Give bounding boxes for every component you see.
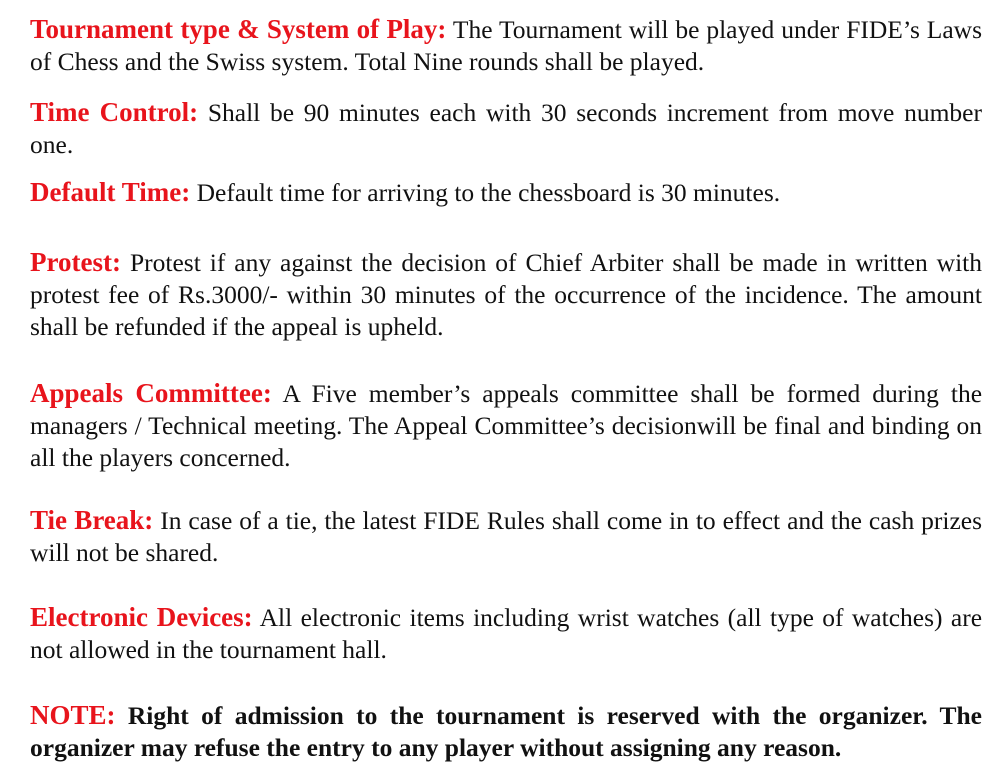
section-default-time xyxy=(30,176,982,209)
section-body: Right of admission to the tournament is reserved with the organizer. The organizer may refuse the entry to any player without assigning any reason. xyxy=(30,701,982,762)
section-appeals-committee xyxy=(30,377,982,474)
section-time-control xyxy=(30,96,982,161)
section-body: In case of a tie, the latest FIDE Rules shall come in to effect and the cash prizes will not be shared. xyxy=(30,506,983,567)
section-protest xyxy=(30,246,982,343)
section-body: Protest if any against the decision of Chief Arbiter shall be made in written with protest fee of Rs.3000/- within 30 minutes of the occurrence of the incidence. The amount shall be refunded if the appeal is upheld. xyxy=(30,248,982,341)
section-tournament-type xyxy=(30,13,982,78)
section-body: The Tournament will be played under FIDE’s Laws of Chess and the Swiss system. Total Nine rounds shall be played. xyxy=(30,15,983,76)
section-heading: Time Control: xyxy=(30,97,199,127)
section-heading: Electronic Devices: xyxy=(30,602,253,632)
section-heading: Protest: xyxy=(30,247,121,277)
section-note xyxy=(30,699,982,764)
section-body: All electronic items including wrist watches (all type of watches) are not allowed in the tournament hall. xyxy=(30,603,983,664)
section-tie-break xyxy=(30,504,982,569)
section-body: Default time for arriving to the chessboard is 30 minutes. xyxy=(196,178,781,207)
section-heading: Default Time: xyxy=(30,177,191,207)
section-heading: Tie Break: xyxy=(30,505,154,535)
section-heading: NOTE: xyxy=(30,700,116,730)
section-electronic-devices xyxy=(30,601,982,666)
section-heading: Appeals Committee: xyxy=(30,378,272,408)
section-heading: Tournament type & System of Play: xyxy=(30,14,447,44)
section-body: A Five member’s appeals committee shall be formed during the managers / Technical meeting. The Appeal Committee’s decisionwill be final and binding on all the players concerned. xyxy=(30,379,983,472)
section-body: Shall be 90 minutes each with 30 seconds increment from move number one. xyxy=(30,98,982,159)
